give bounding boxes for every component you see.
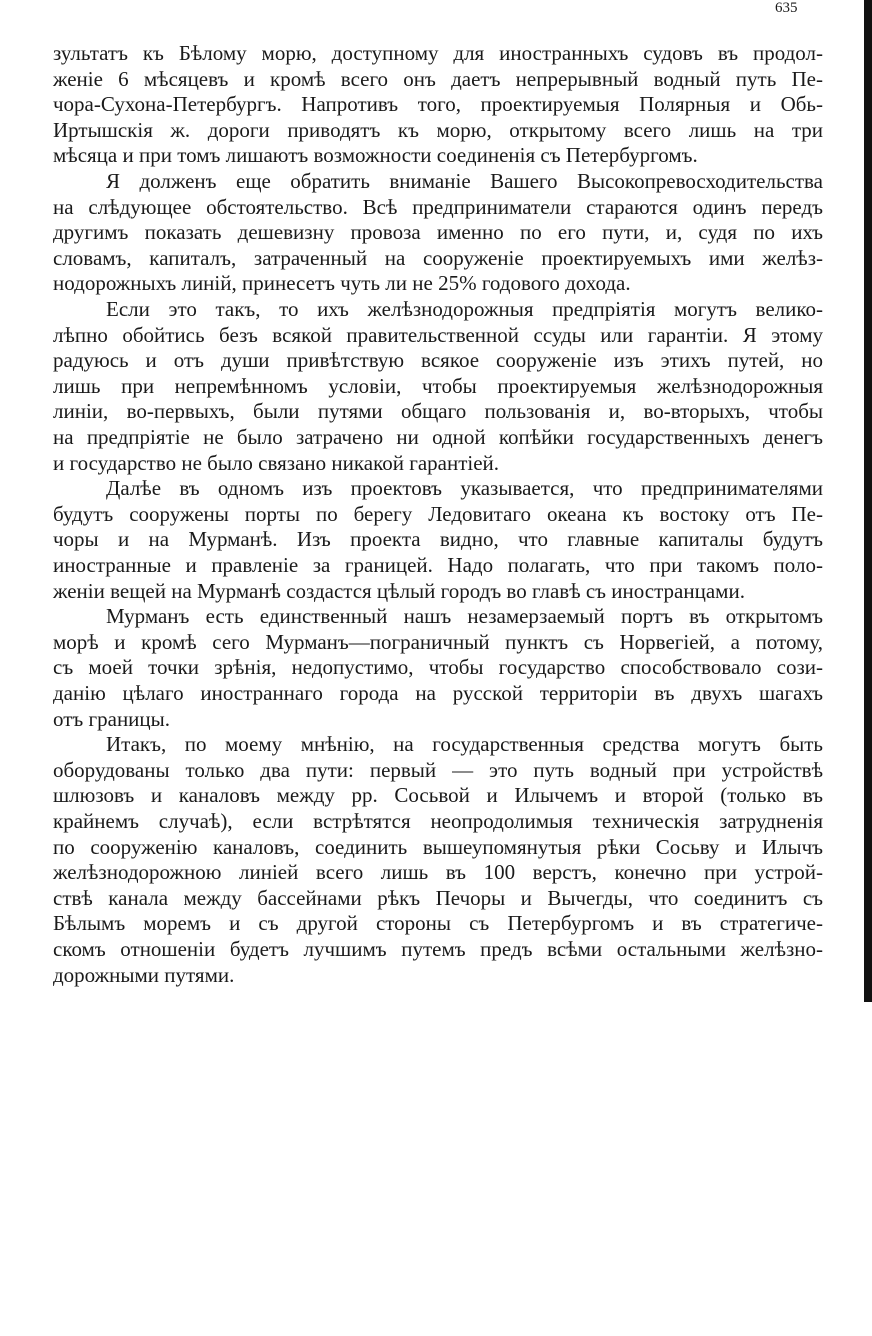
text-line: отъ границы. (53, 706, 171, 731)
text-line: мѣсяца и при томъ лишаютъ возможности соединенія съ Петербургомъ. (53, 143, 698, 168)
text-line: Я долженъ еще обратить вниманіе Вашего Высокопревосходительства (106, 169, 823, 193)
text-line: женіи вещей на Мурманѣ создастся цѣлый городъ во главѣ съ иностранцами. (53, 578, 745, 603)
text-line: Если это такъ, то ихъ желѣзнодорожныя предпріятія могутъ велико- (106, 297, 823, 321)
text-line: иностранные и правленіе за границей. Надо полагать, что при такомъ поло- (53, 553, 823, 577)
text-line: по сооруженію каналовъ, соединить вышеупомянутыя рѣки Сосьву и Илычъ (53, 834, 823, 859)
text-line: будутъ сооружены порты по берегу Ледовитаго океана къ востоку отъ Пе- (53, 501, 823, 526)
text-line: шлюзовъ и каналовъ между рр. Сосьвой и Илычемъ и второй (только въ (53, 783, 823, 808)
text-line: ствѣ канала между бассейнами рѣкъ Печоры и Вычегды, что соединитъ съ (53, 885, 823, 910)
text-line: Бѣлымъ моремъ и съ другой стороны съ Петербургомъ и въ стратегиче- (53, 911, 823, 936)
text-line: дорожными путями. (53, 962, 235, 987)
text-line: Далѣе въ одномъ изъ проектовъ указывается, что предпринимателями (106, 476, 823, 501)
text-line: радуюсь и отъ души привѣтствую всякое сооруженіе изъ этихъ путей, но (53, 348, 823, 373)
text-line: чора-Сухона-Петербургъ. Напротивъ того, проектируемыя Полярныя и Обь- (53, 92, 823, 117)
text-line: желѣзнодорожною линіей всего лишь въ 100 верстъ, конечно при устрой- (53, 860, 823, 885)
text-line: словамъ, капиталъ, затраченный на сооруженіе проектируемыхъ ими желѣз- (53, 245, 823, 270)
text-line: съ моей точки зрѣнія, недопустимо, чтобы государство способствовало сози- (53, 655, 823, 680)
text-line: лѣпно обойтись безъ всякой правительственной ссуды или гарантіи. Я этому (53, 322, 823, 347)
text-line: морѣ и кромѣ сего Мурманъ—пограничный пунктъ съ Норвегіей, а потому, (53, 629, 823, 654)
page-number: 635 (775, 0, 798, 16)
scan-edge-bar (864, 0, 872, 1002)
text-line: на слѣдующее обстоятельство. Всѣ предприниматели стараются одинъ передъ (53, 194, 823, 219)
text-line: оборудованы только два пути: первый — это путь водный при устройствѣ (53, 757, 823, 782)
text-line: Иртышскія ж. дороги приводятъ къ морю, открытому всего лишь на три (53, 117, 823, 142)
text-line: на предпріятіе не было затрачено ни одной копѣйки государственныхъ денегъ (53, 425, 823, 449)
text-line: женіе 6 мѣсяцевъ и кромѣ всего онъ даетъ непрерывный водный путь Пе- (53, 66, 823, 91)
text-line: Итакъ, по моему мнѣнію, на государственныя средства могутъ быть (106, 732, 823, 757)
text-line: и государство не было связано никакой гарантіей. (53, 450, 500, 475)
text-line: чоры и на Мурманѣ. Изъ проекта видно, что главные капиталы будутъ (53, 527, 823, 552)
text-line: линіи, во-первыхъ, были путями общаго пользованія и, во-вторыхъ, чтобы (53, 399, 823, 424)
text-line: крайнемъ случаѣ), если встрѣтятся неопродолимыя техническія затрудненія (53, 809, 823, 833)
text-line: лишь при непремѣнномъ условіи, чтобы проектируемыя желѣзнодорожныя (53, 373, 823, 398)
text-line: скомъ отношеніи будетъ лучшимъ путемъ предъ всѣми остальными желѣзно- (53, 937, 823, 961)
text-line: Мурманъ есть единственный нашъ незамерзаемый портъ въ открытомъ (106, 604, 823, 629)
text-line: нодорожныхъ линій, принесетъ чуть ли не 25% годового дохода. (53, 271, 631, 296)
text-line: зультатъ къ Бѣлому морю, доступному для иностранныхъ судовъ въ продол- (53, 41, 823, 65)
text-line: данію цѣлаго иностраннаго города на русской территоріи въ двухъ шагахъ (53, 681, 823, 705)
text-line: другимъ показать дешевизну провоза именно по его пути, и, судя по ихъ (53, 220, 823, 245)
